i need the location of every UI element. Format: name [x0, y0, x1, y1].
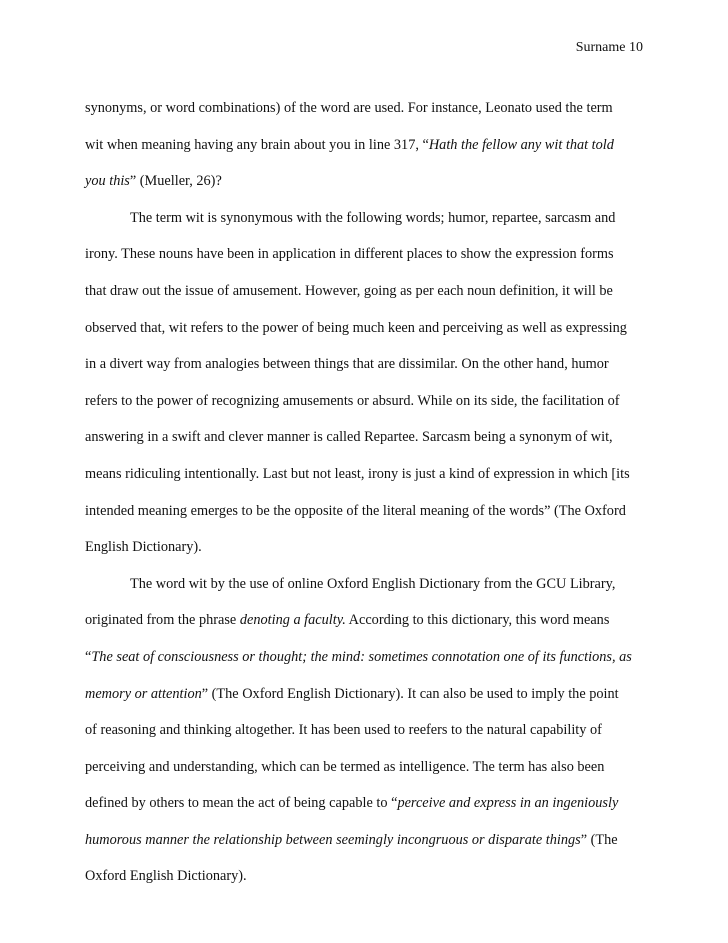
text-line: [85, 602, 645, 639]
text-segment: “: [85, 648, 92, 665]
italic-text-segment: Hath the fellow any wit that told: [428, 136, 614, 153]
text-segment: of reasoning and thinking altogether. It has been used to reefers to the natural capability of: [85, 722, 602, 739]
italic-text-segment: memory or attention: [85, 685, 202, 702]
italic-text-segment: denoting a faculty.: [239, 612, 346, 629]
italic-text-segment: perceive and express in an ingeniously: [397, 795, 619, 812]
text-line: [85, 163, 645, 200]
text-line: [85, 419, 645, 456]
text-segment: irony. These nouns have been in application in different places to show the expression forms: [85, 246, 614, 263]
italic-text-segment: The seat of consciousness or thought; the mind: sometimes connotation one of its functions, as: [91, 648, 632, 665]
text-line: [85, 346, 645, 383]
text-line: [85, 273, 645, 310]
text-line: [85, 127, 645, 164]
text-line: [85, 383, 645, 420]
text-line: [85, 858, 645, 895]
text-line: [85, 529, 645, 566]
text-line: [85, 566, 645, 603]
text-segment: originated from the phrase: [85, 612, 240, 629]
text-line: [85, 90, 645, 127]
text-line: [85, 785, 645, 822]
text-line: [85, 456, 645, 493]
text-segment: The term wit is synonymous with the following words; humor, repartee, sarcasm and: [130, 209, 616, 226]
text-line: [85, 493, 645, 530]
text-line: [85, 236, 645, 273]
text-segment: According to this dictionary, this word means: [345, 612, 610, 629]
text-segment: English Dictionary).: [85, 539, 202, 556]
body-text: [85, 90, 645, 895]
text-line: [85, 310, 645, 347]
text-line: [85, 676, 645, 713]
text-segment: wit when meaning having any brain about you in line 317, “: [85, 136, 429, 153]
running-header: Surname 10: [575, 40, 643, 55]
text-segment: defined by others to mean the act of being capable to “: [85, 795, 398, 812]
italic-text-segment: humorous manner the relationship between seemingly incongruous or disparate things: [85, 831, 581, 848]
italic-text-segment: you this: [85, 173, 130, 190]
text-segment: refers to the power of recognizing amusements or absurd. While on its side, the facilitation of: [85, 392, 620, 409]
text-line: [85, 639, 645, 676]
text-segment: Oxford English Dictionary).: [85, 868, 247, 885]
text-segment: observed that, wit refers to the power of being much keen and perceiving as well as expressing: [85, 319, 627, 336]
text-segment: ” (Mueller, 26)?: [129, 173, 222, 190]
text-line: [85, 822, 645, 859]
text-segment: synonyms, or word combinations) of the word are used. For instance, Leonato used the term: [85, 100, 613, 116]
text-segment: answering in a swift and clever manner is called Repartee. Sarcasm being a synonym of wit,: [85, 429, 613, 446]
text-line: [85, 200, 645, 237]
text-line: [85, 712, 645, 749]
text-segment: means ridiculing intentionally. Last but not least, irony is just a kind of expression in which [its: [85, 465, 630, 482]
text-line: [85, 749, 645, 786]
text-segment: intended meaning emerges to be the opposite of the literal meaning of the words” (The Oxford: [85, 502, 626, 519]
text-segment: perceiving and understanding, which can be termed as intelligence. The term has also been: [85, 758, 605, 775]
text-segment: in a divert way from analogies between things that are dissimilar. On the other hand, humor: [85, 356, 609, 373]
text-segment: ” (The: [580, 831, 618, 848]
text-segment: The word wit by the use of online Oxford English Dictionary from the GCU Library,: [130, 575, 616, 592]
text-segment: ” (The Oxford English Dictionary). It can also be used to imply the point: [201, 685, 619, 702]
text-segment: that draw out the issue of amusement. However, going as per each noun definition, it will be: [85, 282, 613, 299]
